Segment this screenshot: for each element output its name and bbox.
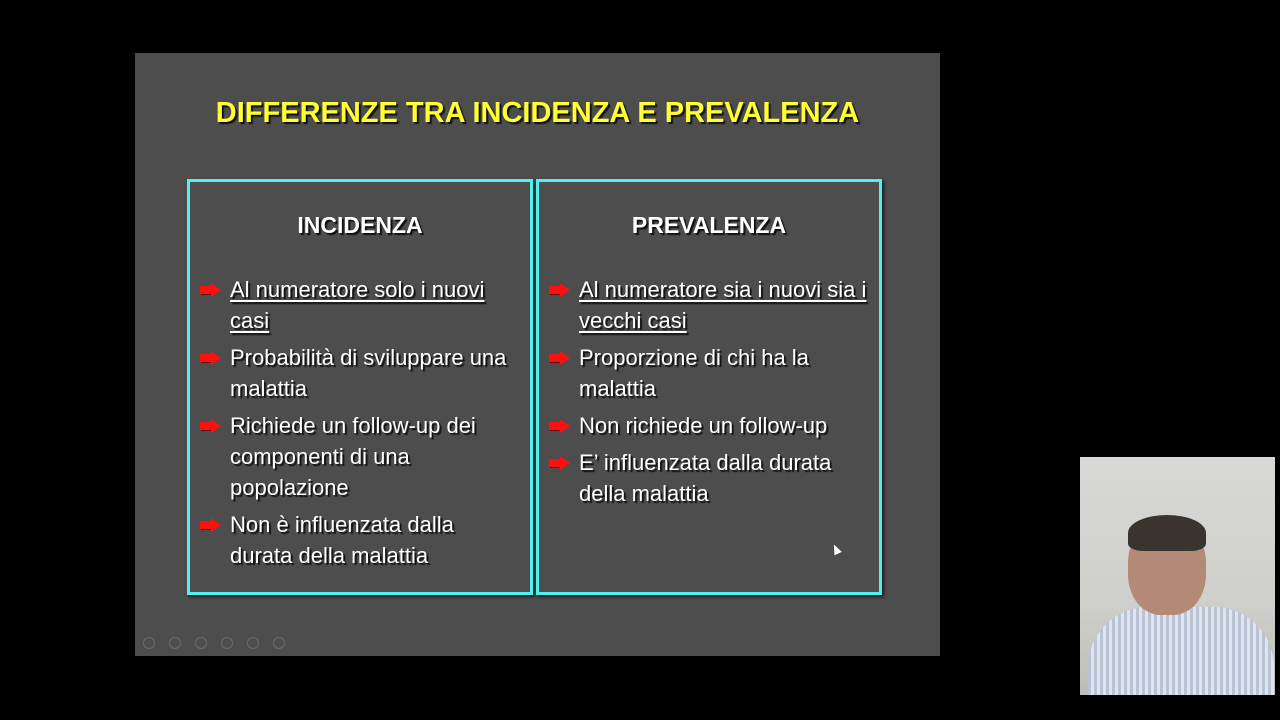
zoom-icon[interactable]	[247, 637, 259, 649]
slide-title: DIFFERENZE TRA INCIDENZA E PREVALENZA	[215, 97, 860, 129]
list-item: Non è influenzata dalla durata della malattia	[200, 509, 522, 571]
prevalenza-box	[536, 179, 882, 595]
list-item: Al numeratore sia i nuovi sia i vecchi casi	[549, 274, 871, 336]
red-arrow-bullet-icon	[200, 283, 222, 297]
presentation-slide	[135, 53, 940, 656]
incidenza-list	[200, 274, 522, 577]
red-arrow-bullet-icon	[549, 419, 571, 433]
slideshow-controls	[143, 637, 285, 649]
list-item: Al numeratore solo i nuovi casi	[200, 274, 522, 336]
list-item: Probabilità di sviluppare una malattia	[200, 342, 522, 404]
previous-slide-icon[interactable]	[143, 637, 155, 649]
presenter-shirt	[1088, 607, 1274, 695]
red-arrow-bullet-icon	[200, 351, 222, 365]
red-arrow-bullet-icon	[200, 518, 222, 532]
list-item: Non richiede un follow-up	[549, 410, 871, 441]
red-arrow-bullet-icon	[200, 419, 222, 433]
slides-grid-icon[interactable]	[221, 637, 233, 649]
red-arrow-bullet-icon	[549, 351, 571, 365]
prevalenza-heading: PREVALENZA	[631, 212, 787, 238]
list-item: Richiede un follow-up dei componenti di una popolazione	[200, 410, 522, 503]
presenter-hair	[1128, 515, 1206, 551]
red-arrow-bullet-icon	[549, 456, 571, 470]
more-options-icon[interactable]	[273, 637, 285, 649]
next-slide-icon[interactable]	[169, 637, 181, 649]
red-arrow-bullet-icon	[549, 283, 571, 297]
incidenza-heading: INCIDENZA	[297, 212, 423, 238]
list-item: E’ influenzata dalla durata della malattia	[549, 447, 871, 509]
prevalenza-list	[549, 274, 871, 515]
incidenza-box	[187, 179, 533, 595]
pen-icon[interactable]	[195, 637, 207, 649]
list-item: Proporzione di chi ha la malattia	[549, 342, 871, 404]
webcam-video-overlay	[1080, 457, 1275, 695]
